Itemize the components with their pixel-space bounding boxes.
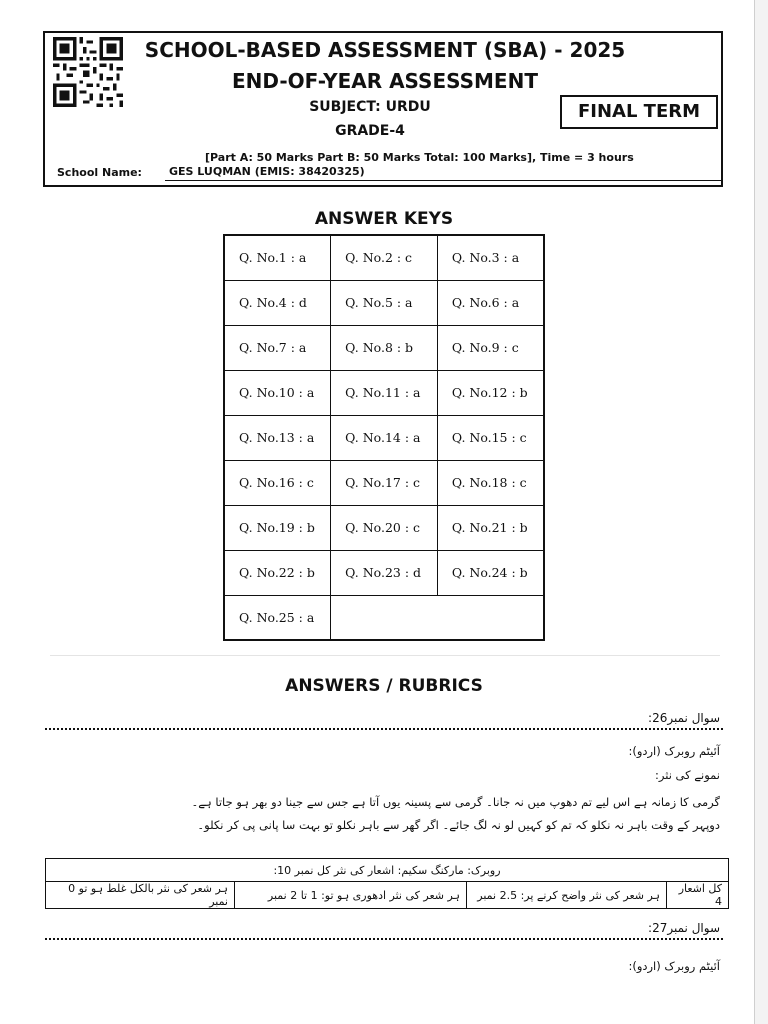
table-row: [46, 859, 729, 882]
answer-key-cell: Q. No.25 : a: [224, 595, 331, 640]
answer-keys-title: ANSWER KEYS: [314, 209, 454, 229]
table-row: [224, 505, 544, 550]
sample-prose-heading: نمونے کی نثر:: [655, 768, 720, 782]
answer-key-cell: Q. No.13 : a: [224, 415, 331, 460]
answer-key-cell: Q. No.14 : a: [331, 415, 438, 460]
term-badge: FINAL TERM: [560, 95, 718, 129]
answer-key-cell: Q. No.12 : b: [437, 370, 544, 415]
answer-key-cell: Q. No.17 : c: [331, 460, 438, 505]
question-26-label: سوال نمبر26:: [648, 711, 720, 725]
subject-label: SUBJECT: URDU: [309, 99, 431, 115]
rubric-cell: ہر شعر کی نثر واضح کرنے پر: 2.5 نمبر: [467, 882, 667, 909]
answer-key-cell: Q. No.23 : d: [331, 550, 438, 595]
answer-key-cell: Q. No.16 : c: [224, 460, 331, 505]
answer-key-cell: Q. No.4 : d: [224, 280, 331, 325]
answer-key-cell: Q. No.3 : a: [437, 235, 544, 280]
sample-prose-line: گرمی کا زمانہ ہے اس لیے تم دھوپ میں نہ جانا۔ گرمی سے پسینہ یوں آتا ہے جس سے جینا دو بھر ہو جاتا ہے۔: [191, 795, 720, 809]
table-row: [224, 550, 544, 595]
table-row: [224, 370, 544, 415]
table-row: [224, 325, 544, 370]
answer-key-cell: Q. No.22 : b: [224, 550, 331, 595]
table-row: [224, 235, 544, 280]
rubric-cell: ہر شعر کی نثر ادھوری ہو تو: 1 تا 2 نمبر: [235, 882, 467, 909]
header-box: [43, 31, 723, 187]
item-rubric-heading: آئیٹم روبرک (اردو):: [628, 744, 720, 758]
scrollbar-track[interactable]: [755, 0, 768, 1024]
answer-key-cell: Q. No.15 : c: [437, 415, 544, 460]
answer-key-cell: Q. No.18 : c: [437, 460, 544, 505]
answer-key-cell: Q. No.2 : c: [331, 235, 438, 280]
answer-key-cell: Q. No.1 : a: [224, 235, 331, 280]
empty-cell: [331, 595, 544, 640]
answer-key-cell: Q. No.9 : c: [437, 325, 544, 370]
marking-scheme-table: [45, 858, 729, 909]
answer-key-cell: Q. No.19 : b: [224, 505, 331, 550]
dotted-separator: [45, 728, 723, 730]
table-row: [224, 460, 544, 505]
school-name-label: School Name:: [57, 166, 142, 179]
answer-key-cell: Q. No.10 : a: [224, 370, 331, 415]
table-row: [224, 280, 544, 325]
table-row: [224, 595, 544, 640]
assessment-title: SCHOOL-BASED ASSESSMENT (SBA) - 2025: [144, 38, 626, 62]
answer-key-cell: Q. No.6 : a: [437, 280, 544, 325]
school-name-value: GES LUQMAN (EMIS: 38420325): [165, 165, 721, 181]
section-divider: [50, 655, 720, 656]
marking-scheme-header: روبرک: مارکنگ سکیم: اشعار کی نثر کل نمبر 10:: [46, 859, 729, 882]
assessment-subtitle: END-OF-YEAR ASSESSMENT: [232, 69, 538, 93]
answer-key-table: [223, 234, 545, 641]
grade-label: GRADE-4: [335, 123, 405, 139]
answer-key-cell: Q. No.11 : a: [331, 370, 438, 415]
answer-key-cell: Q. No.21 : b: [437, 505, 544, 550]
dotted-separator: [45, 938, 723, 940]
rubric-cell: کل اشعار 4: [667, 882, 729, 909]
table-row: [224, 415, 544, 460]
question-27-label: سوال نمبر27:: [648, 921, 720, 935]
answer-key-cell: Q. No.7 : a: [224, 325, 331, 370]
rubrics-title: ANSWERS / RUBRICS: [285, 676, 483, 696]
answer-key-cell: Q. No.24 : b: [437, 550, 544, 595]
rubric-cell: ہر شعر کی نثر بالکل غلط ہو تو 0 نمبر: [46, 882, 235, 909]
answer-key-cell: Q. No.5 : a: [331, 280, 438, 325]
answer-key-cell: Q. No.8 : b: [331, 325, 438, 370]
answer-key-cell: Q. No.20 : c: [331, 505, 438, 550]
item-rubric-heading: آئیٹم روبرک (اردو):: [628, 959, 720, 973]
marks-info: [Part A: 50 Marks Part B: 50 Marks Total: 100 Marks], Time = 3 hours: [205, 151, 634, 164]
table-row: [46, 882, 729, 909]
sample-prose-line: دوپہر کے وقت باہر نہ نکلو کہ تم کو کہیں لو نہ لگ جائے۔ اگر گھر سے باہر نکلو تو بہت سا پانی پی کر نکلو۔: [197, 818, 720, 832]
